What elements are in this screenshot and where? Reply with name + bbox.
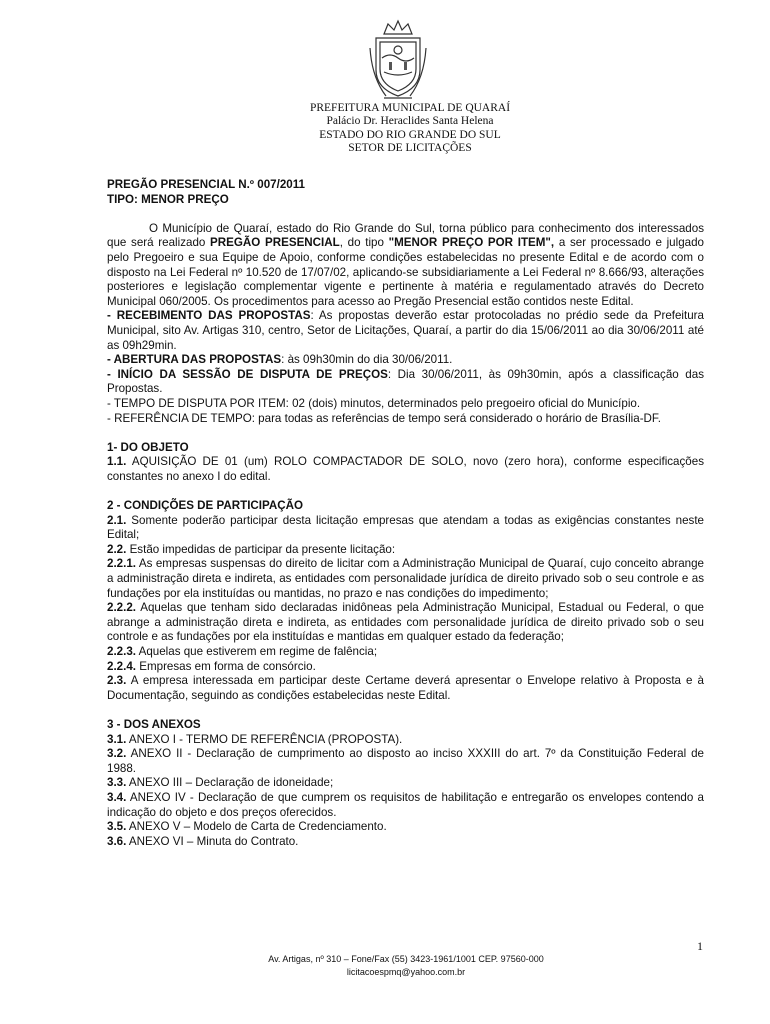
clause-number: 2.3.	[107, 674, 127, 688]
clause	[107, 776, 704, 791]
clause-number: 3.6.	[107, 834, 127, 848]
section-heading: 3 - DOS ANEXOS	[107, 717, 201, 731]
clause	[107, 747, 704, 776]
letterhead	[0, 102, 770, 156]
municipality-name: PREFEITURA MUNICIPAL DE QUARAÍ	[309, 102, 511, 114]
clause-number: 3.5.	[107, 820, 127, 834]
clause-text: Somente poderão participar desta licitação empresas que atendam a todas as exigências constantes neste Edital;	[107, 513, 704, 542]
clause-text: Estão impedidas de participar da presente licitação:	[126, 542, 396, 556]
state-name: ESTADO DO RIO GRANDE DO SUL	[319, 128, 501, 141]
section-heading: 1- DO OBJETO	[107, 440, 189, 454]
footer-email: licitacoespmq@yahoo.com.br	[346, 967, 466, 977]
schedule-item: - ABERTURA DAS PROPOSTAS: às 09h30min do dia 30/06/2011.	[107, 353, 453, 367]
clause	[107, 557, 704, 601]
clause-number: 2.2.4.	[107, 659, 137, 673]
clause-text: ANEXO VI – Minuta do Contrato.	[126, 834, 299, 848]
schedule-item: - TEMPO DE DISPUTA POR ITEM: 02 (dois) minutos, determinados pelo pregoeiro oficial do Município.	[107, 396, 641, 410]
clause-number: 3.2.	[107, 747, 127, 761]
clause-text: ANEXO III – Declaração de idoneidade;	[126, 776, 334, 790]
clause	[107, 733, 704, 748]
section-heading: 2 - CONDIÇÕES DE PARTICIPAÇÃO	[107, 499, 304, 513]
clause-number: 2.1.	[107, 513, 127, 527]
clause	[107, 835, 704, 850]
clause-text: ANEXO V – Modelo de Carta de Credenciamento.	[126, 820, 387, 834]
page-number: 1	[697, 939, 703, 953]
schedule-list	[107, 309, 704, 426]
clause-text: A empresa interessada em participar deste Certame deverá apresentar o Envelope relativo à Proposta e à Documentação, seguindo as condições estabelecidas neste Edital.	[107, 674, 704, 702]
clause-text: Aquelas que tenham sido declaradas inidôneas pela Administração Municipal, Estadual ou Federal, o que abrange a administração direta e indireta, as entidades com personalidade jurídica de direito privado sob o seu controle e as fundações por ela instituídas e mantidas em qualquer estado da federação;	[107, 601, 704, 644]
schedule-item: - INÍCIO DA SESSÃO DE DISPUTA DE PREÇOS: Dia 30/06/2011, às 09h30min, após a classificação das Propostas.	[107, 367, 704, 396]
clause-number: 3.3.	[107, 776, 127, 790]
municipal-coat-of-arms-icon	[368, 18, 428, 102]
clause	[107, 455, 704, 484]
clause	[107, 543, 704, 558]
palace-name: Palácio Dr. Heraclides Santa Helena	[326, 115, 494, 128]
clause	[107, 791, 704, 820]
clause-number: 2.2.3.	[107, 645, 137, 658]
clause	[107, 514, 704, 543]
clause	[107, 674, 704, 703]
tender-number: PREGÃO PRESENCIAL N.º 007/2011	[107, 178, 305, 191]
footer-address: Av. Artigas, nº 310 – Fone/Fax (55) 3423-1961/1001 CEP. 97560-000	[268, 954, 544, 964]
schedule-item: - RECEBIMENTO DAS PROPOSTAS: As propostas deverão estar protocoladas no prédio sede da Prefeitura Municipal, sito Av. Artigas 310, centro, Setor de Licitações, Quaraí, a partir do dia 15/06/2011 ao dia 30/06/2011 até as 09h29min.	[107, 309, 704, 352]
clause-text: AQUISIÇÃO DE 01 (um) ROLO COMPACTADOR DE SOLO, novo (zero hora), conforme especificações constantes no anexo I do edital.	[107, 455, 704, 483]
department-name: SETOR DE LICITAÇÕES	[348, 142, 472, 155]
clause-number: 2.2.2.	[107, 601, 137, 615]
clause-number: 2.2.	[107, 542, 127, 556]
document-body	[107, 178, 704, 849]
clause-text: Empresas em forma de consórcio.	[136, 659, 316, 673]
clause-number: 3.4.	[107, 790, 127, 804]
tender-type: TIPO: MENOR PREÇO	[107, 192, 229, 206]
sections-container	[107, 426, 704, 849]
clause	[107, 645, 704, 660]
clause-text: ANEXO I - TERMO DE REFERÊNCIA (PROPOSTA).	[126, 732, 403, 746]
clause-number: 2.2.1.	[107, 557, 137, 571]
clause-text: As empresas suspensas do direito de licitar com a Administração Municipal de Quaraí, cujo conceito abrange a administração direta e indireta, as entidades com personalidade jurídica de direito privado sob o seu controle e as fundações por ela instituídas ou mantidas, no prazo e nas condições do impedimento;	[107, 557, 704, 600]
clause	[107, 820, 704, 835]
footer	[0, 953, 770, 979]
clause-number: 1.1.	[107, 455, 127, 469]
clause-text: ANEXO II - Declaração de cumprimento ao disposto ao inciso XXXIII do art. 7º da Constituição Federal de 1988.	[107, 747, 704, 775]
intro-paragraph: O Município de Quaraí, estado do Rio Grande do Sul, torna público para conhecimento dos interessados que será realizado PREGÃO PRESENCIAL, do tipo "MENOR PREÇO POR ITEM", a ser processado e julgado pelo Pregoeiro e sua Equipe de Apoio, conforme condições estabelecidas no presente Edital e de acordo com o disposto na Lei Federal nº 10.520 de 17/07/02, aplicando-se subsidiariamente a Lei Federal nº 8.666/93, alterações posteriores e legislação complementar vigente e pertinente à matéria e regulamentado através do Decreto Municipal 060/2005. Os procedimentos para acesso ao Pregão Presencial estão contidos neste Edital.	[107, 221, 704, 308]
clause	[107, 601, 704, 645]
clause-text: Aquelas que estiverem em regime de falência;	[136, 645, 378, 658]
clause-text: ANEXO IV - Declaração de que cumprem os requisitos de habilitação e entregarão os envelopes contendo a indicação do objeto e dos preços oferecidos.	[107, 790, 704, 819]
clause-number: 3.1.	[107, 732, 127, 746]
schedule-item: - REFERÊNCIA DE TEMPO: para todas as referências de tempo será considerado o horário de Brasília-DF.	[107, 411, 661, 425]
clause	[107, 660, 704, 675]
